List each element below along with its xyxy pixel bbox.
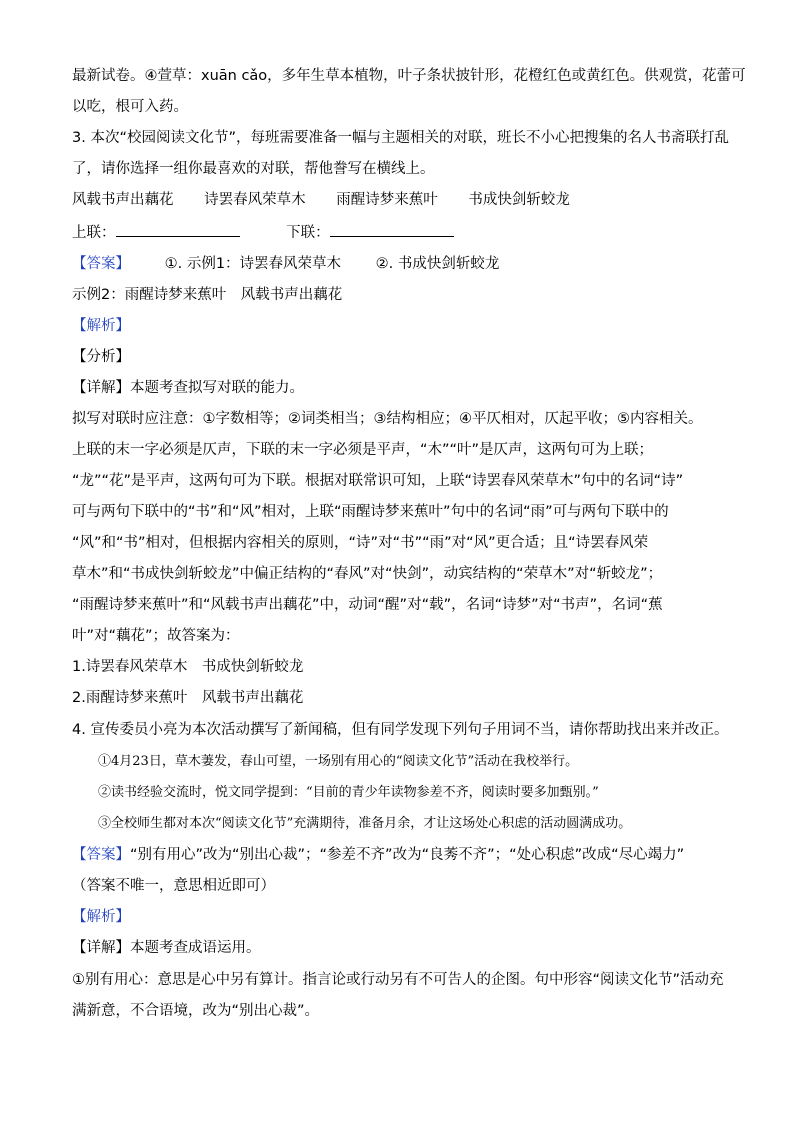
xiangjie-text: 本题考查成语运用。 bbox=[130, 940, 261, 956]
text-line: 上联的末一字必须是仄声，下联的末一字必须是平声，“木”“叶”是仄声，这两句可为上联； bbox=[72, 442, 654, 458]
text-line: 草木”和“书成快剑斩蛟龙”中偏正结构的“春风”对“快剑”，动宾结构的“荣草木”对“斩蛟龙”； bbox=[72, 566, 663, 582]
text-line: （答案不唯一，意思相近即可） bbox=[72, 878, 275, 894]
answer-2: ②. 书成快剑斩蛟龙 bbox=[375, 256, 500, 272]
text-line: 可与两句下联中的“书”和“风”相对，上联“雨醒诗梦来蕉叶”句中的名词“雨”可与两句下联中的 bbox=[72, 504, 669, 520]
text-line: 最新试卷。④萱草：xuān cǎo，多年生草本植物，叶子条状披针形，花橙红色或黄红色。供观赏，花蕾可 bbox=[72, 68, 746, 84]
text-line: 叶”对“藕花”；故答案为： bbox=[72, 628, 240, 644]
question-3: 3. 本次“校园阅读文化节”，每班需要准备一幅与主题相关的对联，班长不小心把搜集的名人书斋联打乱 bbox=[72, 130, 729, 146]
couplet-option: 书成快剑斩蛟龙 bbox=[468, 192, 570, 208]
text-line: “龙”“花”是平声，这两句可为下联。根据对联常识可知，上联“诗罢春风荣草木”句中的名词“诗” bbox=[72, 473, 684, 489]
upper-blank bbox=[116, 222, 240, 237]
couplet-options bbox=[72, 190, 570, 210]
question-4: 4. 宣传委员小亮为本次活动撰写了新闻稿，但有同学发现下列句子用词不当，请你帮助找出来并改正。 bbox=[72, 722, 729, 738]
fenxi-tag: 【分析】 bbox=[72, 349, 130, 365]
sentence-2: ②读书经验交流时，悦文同学提到：“目前的青少年读物参差不齐，阅读时要多加甄别。” bbox=[98, 785, 599, 800]
text-line: “雨醒诗梦来蕉叶”和“风载书声出藕花”中，动词“醒”对“载”，名词“诗梦”对“书声”，名词“蕉 bbox=[72, 597, 663, 613]
text-line: 拟写对联时应注意：①字数相等；②词类相当；③结构相应；④平仄相对，仄起平收；⑤内容相关。 bbox=[72, 411, 703, 427]
xiangjie-tag: 【详解】 bbox=[72, 380, 130, 396]
text-line: 了，请你选择一组你最喜欢的对联，帮他誊写在横线上。 bbox=[72, 161, 435, 177]
answer-tag: 【答案】 bbox=[72, 847, 130, 863]
text-line: 2.雨醒诗梦来蕉叶 风载书声出藕花 bbox=[72, 690, 304, 706]
upper-label: 上联： bbox=[72, 225, 116, 241]
answer-4-line bbox=[72, 845, 684, 865]
text-line: “风”和“书”相对，但根据内容相关的原则，“诗”对“书”“雨”对“风”更合适；且“诗罢春风荣 bbox=[72, 535, 649, 551]
jiexi-tag: 【解析】 bbox=[72, 909, 130, 925]
text-line: 1.诗罢春风荣草木 书成快剑斩蛟龙 bbox=[72, 659, 304, 675]
text-line: 以吃，根可入药。 bbox=[72, 99, 188, 115]
jiexi-tag: 【解析】 bbox=[72, 318, 130, 334]
sentence-1: ①4月23日，草木萋发，春山可望，一场别有用心的“阅读文化节”活动在我校举行。 bbox=[98, 754, 579, 769]
text-line: 示例2：雨醒诗梦来蕉叶 风载书声出藕花 bbox=[72, 287, 343, 303]
text-line: 满新意，不合语境，改为“别出心裁”。 bbox=[72, 1003, 320, 1019]
answer-1: ①. 示例1：诗罢春风荣草木 bbox=[164, 256, 342, 272]
couplet-option: 雨醒诗梦来蕉叶 bbox=[336, 192, 438, 208]
lower-blank bbox=[330, 222, 454, 237]
sentence-3: ③全校师生都对本次“阅读文化节”充满期待，准备月余，才让这场处心积虑的活动圆满成功。 bbox=[98, 816, 632, 831]
lower-label: 下联： bbox=[286, 225, 330, 241]
text-line: ①别有用心：意思是心中另有算计。指言论或行动另有不可告人的企图。句中形容“阅读文化节”活动充 bbox=[72, 972, 724, 988]
xiangjie-line bbox=[72, 378, 304, 398]
couplet-option: 诗罢春风荣草木 bbox=[204, 192, 306, 208]
couplet-blanks bbox=[72, 222, 454, 243]
answer-tag: 【答案】 bbox=[72, 256, 130, 272]
xiangjie-tag: 【详解】 bbox=[72, 940, 130, 956]
xiangjie-text: 本题考查拟写对联的能力。 bbox=[130, 380, 304, 396]
xiangjie-line bbox=[72, 938, 261, 958]
answer-4: “别有用心”改为“别出心裁”；“参差不齐”改为“良莠不齐”；“处心积虑”改成“尽心竭力” bbox=[130, 847, 685, 863]
couplet-option: 风载书声出藕花 bbox=[72, 192, 174, 208]
answer-line bbox=[72, 254, 499, 274]
